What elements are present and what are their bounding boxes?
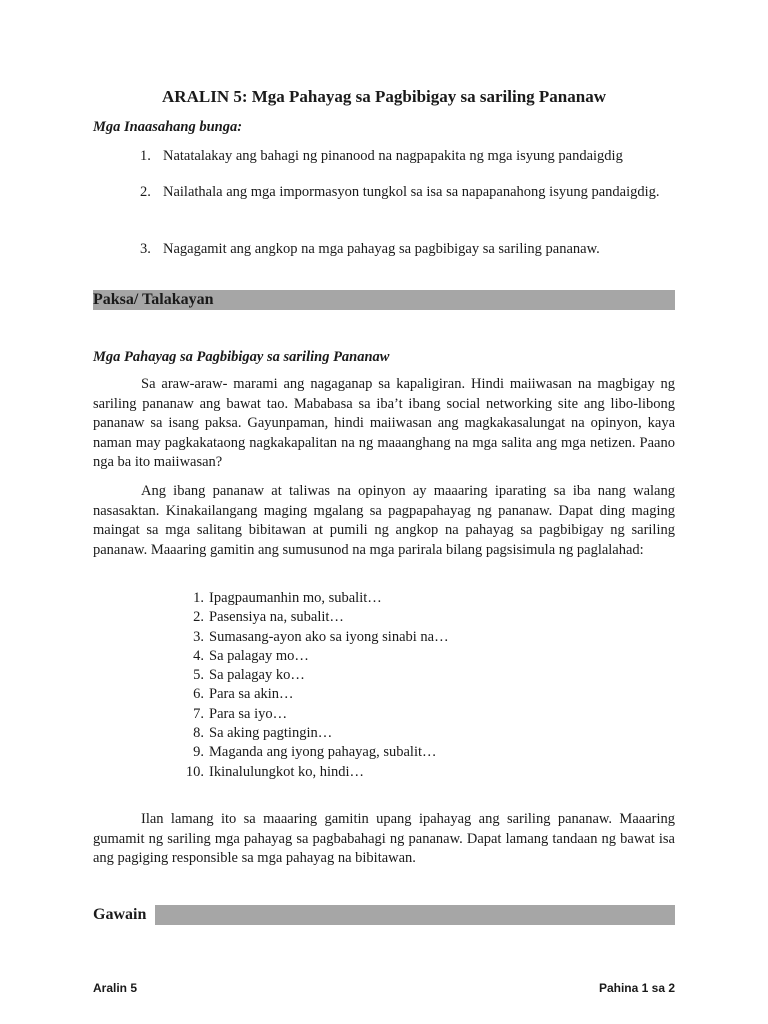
- list-text: Para sa iyo…: [209, 705, 288, 722]
- outcome-item: [140, 239, 675, 259]
- outcome-item: [140, 146, 675, 166]
- list-text: Sa palagay mo…: [209, 647, 309, 664]
- expected-outcomes-heading: Mga Inaasahang bunga:: [93, 119, 243, 135]
- list-text: Sumasang-ayon ako sa iyong sinabi na…: [209, 628, 449, 645]
- outcome-text: Natatalakay ang bahagi ng pinanood na nagpapakita ng mga isyung pandaigdig: [163, 148, 623, 164]
- closing-paragraph: Ilan lamang ito sa maaaring gamitin upang ipahayag ang sariling pananaw. Maaaring gumamit ng sariling mga pahayag sa pagbabahagi ng pananaw. Dapat lamang tandaan ng bawat isa ang pagiging responsible sa mga pahayag na bibitawan.: [93, 811, 675, 866]
- section-heading-activity: Gawain: [93, 906, 147, 923]
- outcome-number: 2.: [140, 184, 151, 200]
- list-text: Ikinalulungkot ko, hindi…: [209, 763, 365, 780]
- outcome-number: 3.: [140, 241, 151, 257]
- list-text: Ipagpaumanhin mo, subalit…: [209, 590, 382, 606]
- topic-title: Mga Pahayag sa Pagbibigay sa sariling Pananaw: [93, 349, 390, 365]
- outcome-text: Nailathala ang mga impormasyon tungkol sa isa sa napapanahong isyung pandaigdig.: [163, 184, 660, 200]
- outcome-item: [140, 182, 675, 202]
- list-number: 9.: [193, 744, 204, 761]
- list-number: 10.: [185, 763, 204, 780]
- list-item: [182, 628, 449, 647]
- list-text: Sa palagay ko…: [209, 667, 305, 684]
- list-number: 2.: [193, 609, 204, 626]
- section-heading-topic: Paksa/ Talakayan: [93, 291, 214, 308]
- list-item: [182, 724, 449, 743]
- list-text: Pasensiya na, subalit…: [209, 609, 344, 626]
- list-number: 4.: [193, 647, 204, 664]
- list-number: 8.: [193, 725, 204, 742]
- list-item: [182, 608, 449, 627]
- list-text: Sa aking pagtingin…: [209, 725, 333, 742]
- body-paragraph: Sa araw-araw- marami ang nagaganap sa kapaligiran. Hindi maiiwasan na magbigay ng sariling pananaw ang bawat tao. Mababasa sa iba’t ibang social networking site ang libo-libong pananaw sa isang paksa. Gayunpaman, hindi maiiwasan ang magkakasalungat na opinyon, kaya naman may pagkakataong nagkakapalitan na ng maaanghang na mga salita ang mga netizen. Paano nga ba ito maiiwasan?: [93, 376, 675, 470]
- list-number: 7.: [193, 705, 204, 722]
- list-number: 6.: [193, 686, 204, 703]
- list-number: 5.: [193, 667, 204, 684]
- page-title: ARALIN 5: Mga Pahayag sa Pagbibigay sa sariling Pananaw: [162, 87, 606, 106]
- footer-right: Pahina 1 sa 2: [598, 981, 675, 995]
- list-number: 1.: [193, 590, 204, 606]
- list-item: [182, 763, 449, 782]
- list-item: [182, 589, 449, 608]
- list-text: Para sa akin…: [209, 686, 294, 703]
- list-item: [182, 705, 449, 724]
- list-item: [182, 743, 449, 762]
- list-item: [182, 647, 449, 666]
- footer-left: Aralin 5: [93, 981, 138, 995]
- outcome-number: 1.: [140, 148, 151, 164]
- list-text: Maganda ang iyong pahayag, subalit…: [209, 744, 437, 761]
- list-number: 3.: [193, 628, 204, 645]
- section-bar-activity: [155, 905, 675, 925]
- list-item: [182, 666, 449, 685]
- outcome-text: Nagagamit ang angkop na mga pahayag sa pagbibigay sa sariling pananaw.: [163, 241, 600, 257]
- body-paragraph: Ang ibang pananaw at taliwas na opinyon ay maaaring iparating sa iba nang walang nasasaktan. Kinakailangang maging mgalang sa pagpapahayag ng pananaw. Dapat ding maging maingat sa mga salitang bibitawan at pumili ng angkop na pahayag sa pagbibigay ng sariling pananaw. Maaaring gamitin ang sumusunod na mga parirala bilang pagsisimula ng paglalahad:: [93, 483, 675, 558]
- phrase-list: [182, 589, 449, 782]
- list-item: [182, 685, 449, 704]
